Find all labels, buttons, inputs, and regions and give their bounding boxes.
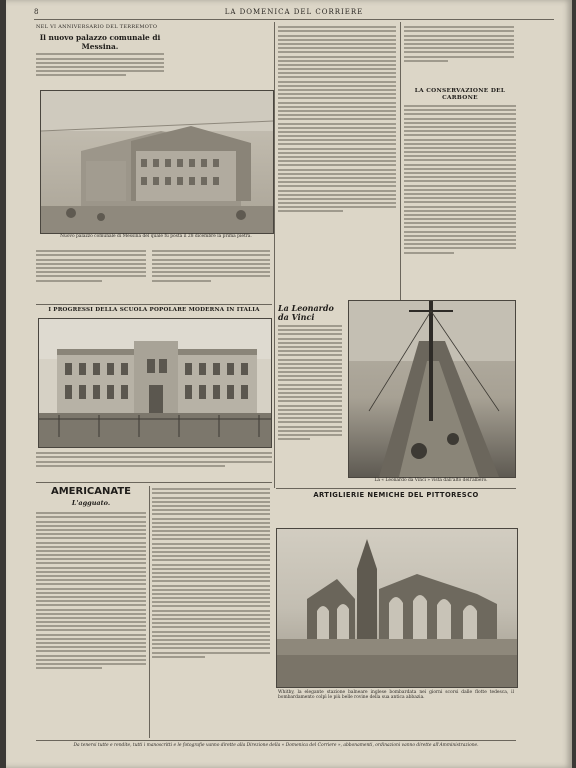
scuola-headline: I PROGRESSI DELLA SCUOLA POPOLARE MODERNA IN ITALIA: [48, 307, 260, 313]
section-divider: [276, 488, 516, 489]
leonardo-caption: La « Leonardo da Vinci » vista dall'alto dell'albero.: [374, 478, 488, 483]
column-rule: [400, 22, 401, 300]
americanate-body-right: [152, 486, 270, 736]
messina-continuation-right: [152, 248, 270, 308]
palace-illustration: [41, 91, 273, 233]
scuola-caption-text: [36, 450, 272, 480]
carbone-article: [404, 88, 516, 302]
artiglierie-headline: ARTIGLIERIE NEMICHE DEL PITTORESCO: [313, 491, 479, 499]
messina-palace-photo: [40, 90, 274, 234]
messina-kicker: NEL VI ANNIVERSARIO DEL TERREMOTO: [36, 24, 158, 30]
footer-note: Da tenersi tutte e rendite, tutti i manoscritti e le fotografie vanno dirette alla Direzione della « Domenica del Corriere », abbonamenti, ordinazioni vanno dirette all'Amministrazione.: [73, 743, 479, 748]
leonardo-ship-photo: [348, 300, 516, 478]
americanate-headline: AMERICANATE: [50, 486, 131, 497]
right-column-top-text: [404, 24, 514, 86]
school-photo: [38, 318, 272, 448]
page-number: 8: [34, 8, 40, 16]
masthead-title: LA DOMENICA DEL CORRIERE: [224, 8, 364, 16]
leonardo-headline: La Leonardo da Vinci: [278, 304, 334, 322]
carbone-headline: LA CONSERVAZIONE DEL CARBONE: [414, 88, 506, 101]
column-rule: [149, 486, 150, 738]
footer-divider: [36, 740, 516, 741]
ship-deck-illustration: [349, 301, 515, 477]
artiglierie-caption: Whitby, la elegante stazione balneare inglese bombardata nei giorni scorsi dalle flotte tedesca, il bombardamento colpì le più belle rovine della sua antica abbazia.: [278, 690, 514, 700]
messina-body-text: [36, 53, 164, 76]
school-building-illustration: [39, 319, 271, 447]
section-divider: [36, 482, 272, 483]
abbey-ruins-illustration: [277, 529, 517, 687]
running-head: [34, 7, 554, 20]
messina-continuation-left: [36, 248, 146, 308]
newspaper-page: [6, 0, 572, 768]
center-column-text: [278, 24, 396, 300]
americanate-body-left: [36, 510, 146, 736]
section-divider: [36, 304, 272, 305]
messina-caption: Nuovo palazzo comunale di Messina del quale fu posta il 28 dicembre la prima pietra.: [60, 234, 252, 239]
whitby-abbey-photo: [276, 528, 518, 688]
messina-article: [36, 24, 164, 88]
messina-headline: Il nuovo palazzo comunale di Messina.: [39, 33, 161, 52]
americanate-subhead: L'agguato.: [71, 499, 111, 507]
column-rule: [274, 22, 275, 488]
leonardo-article: [278, 304, 342, 500]
